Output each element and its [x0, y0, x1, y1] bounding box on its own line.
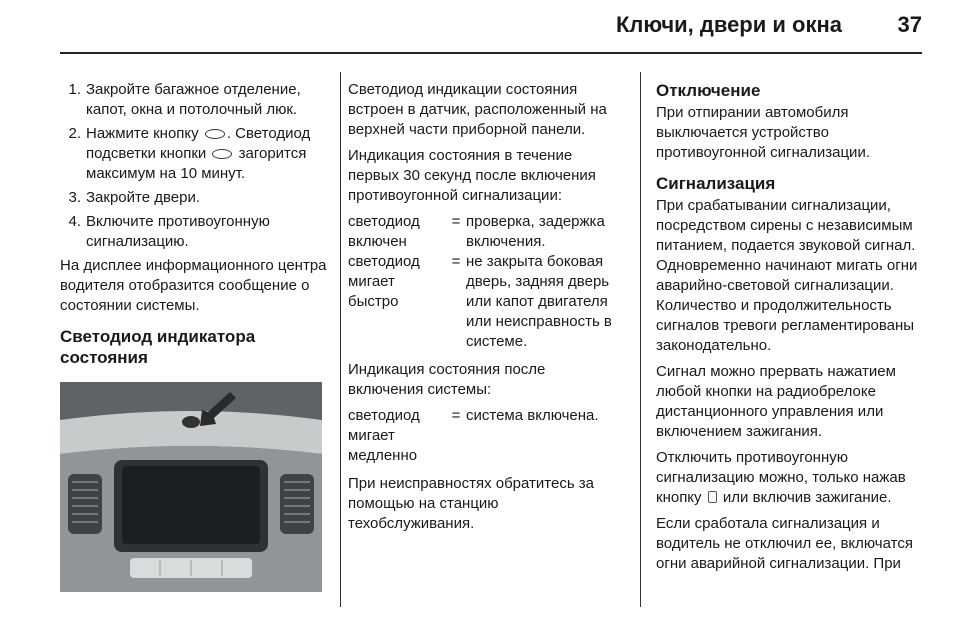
table-row: светодиод мигает быстро = не закрыта боковая дверь, задняя дверь или капот двигателя или неисправность в системе. [348, 253, 612, 350]
lock-button-icon [205, 129, 225, 139]
list-item: 2. Нажмите кнопку . Светодиод подсветки кнопки загорится максимум на 10 минут. [68, 125, 311, 182]
led-intro: Светодиод индикации состояния встроен в датчик, расположенный на верхней части приборной панели. [348, 81, 607, 138]
lock-button-icon [212, 149, 232, 159]
list-item: 4. Включите противоугонную сигнализацию. [68, 213, 270, 250]
section-heading: Сигнализация [656, 174, 776, 193]
column-2 [348, 80, 624, 540]
section-heading: Отключение [656, 81, 761, 100]
paragraph: При отпирании автомобиля выключается устройство противоугонной сигнализации. [656, 104, 870, 161]
after-intro: Индикация состояния после включения системы: [348, 361, 546, 398]
dashboard-illustration [60, 382, 322, 592]
paragraph: Если сработала сигнализация и водитель не отключил ее, включатся огни аварийной сигнализации. При [656, 515, 913, 572]
paragraph: Отключить противоугонную сигнализацию можно, только нажав кнопку или включив зажигание. [656, 449, 906, 506]
list-item: 1. Закройте багажное отделение, капот, окна и потолочный люк. [68, 81, 301, 118]
first30-table [348, 212, 624, 352]
list-item: 3. Закройте двери. [68, 189, 201, 206]
column-3 [656, 80, 924, 580]
display-note: На дисплее информационного центра водителя отобразится сообщение о состоянии системы. [60, 257, 327, 314]
dashboard-figure [60, 382, 322, 592]
paragraph: Сигнал можно прервать нажатием любой кнопки на радиобрелоке дистанционного управления или включением зажигания. [656, 363, 896, 440]
fault-note: При неисправностях обратитесь за помощью на станцию техобслуживания. [348, 475, 595, 532]
section-heading: Светодиод индикатора состояния [60, 327, 256, 367]
after-table [348, 406, 624, 466]
page-number: 37 [897, 12, 922, 37]
lock-icon [708, 491, 717, 503]
column-divider-1 [340, 72, 341, 607]
paragraph: При срабатывании сигнализации, посредством сирены с независимым питанием, подается звуковой сигнал. Одновременно начинают мигать огни аварийно-световой сигнализации. Количество и продолжительность сигналов тревоги регламентированы законодательно. [656, 197, 918, 354]
steps-list [60, 80, 332, 252]
header-divider [60, 52, 922, 54]
table-row: светодиод включен = проверка, задержка включения. [348, 213, 605, 250]
page-title: Ключи, двери и окна [616, 12, 842, 37]
column-divider-2 [640, 72, 641, 607]
table-row: светодиод мигает медленно = система включена. [348, 407, 599, 464]
first30-intro: Индикация состояния в течение первых 30 секунд после включения противоугонной сигнализации: [348, 147, 596, 204]
column-1 [60, 80, 332, 592]
